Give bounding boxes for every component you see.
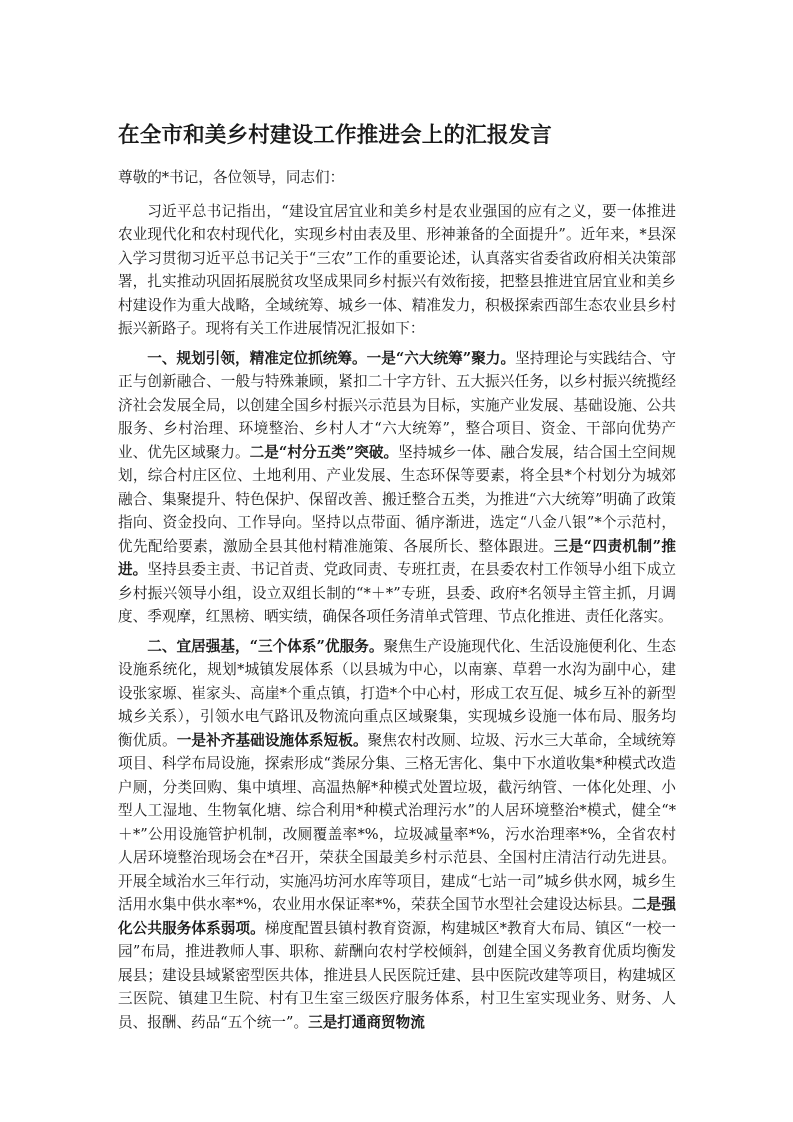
salutation: 尊敬的*书记，各位领导，同志们： [118, 169, 345, 186]
section-2-text-2: 梯度配置县镇村教育资源，构建城区*教育大布局、镇区“一校一园”布局，推进教师人事、职称、薪酬向农村学校倾斜，创建全国义务教育优质均衡发展县；建设县域紧密型医共体，推进县人民医院迁建、县中医院改建等项目，构建城区三医院、镇建卫生院、村有卫生室三级医疗服务体系，村卫生室实现业务、财务、人员、报酬、药品“五个统一”。 [118, 919, 676, 1031]
section-2-heading: 二、宜居强基，“三个体系”优服务。 [147, 637, 384, 655]
section-1-text-2: 坚持城乡一体、融合发展，结合国土空间规划，综合村庄区位、土地利用、产业发展、生态环保等要素，将全县*个村划分为城郊融合、集聚提升、特色保护、保留改善、搬迁整合五类，为推进“六大统筹”明确了政策指向、资金投向、工作导向。坚持以点带面、循序渐进，选定“八金八银”*个示范村，优先配给要素，激励全县其他村精准施策、各展所长、整体跟进。 [118, 443, 676, 555]
section-1-paragraph [118, 347, 676, 629]
section-2-subheading-2: 二是强化公共服务体系弱项。 [118, 896, 676, 937]
document-page [118, 118, 676, 1034]
section-2-subheading-1: 一是补齐基础设施体系短板。 [176, 731, 368, 749]
section-2-subheading-3: 三是打通商贸物流 [308, 1013, 425, 1031]
section-2-text-0: 聚焦生产设施现代化、生活设施便利化、生态设施系统化，规划*城镇发展体系（以县城为中心，以南寨、草碧一水沟为副中心，建设张家塬、崔家头、高崖*个重点镇，打造*个中心村，形成工农互促、城乡互补的新型城乡关系），引领水电气路讯及物流向重点区域聚集，实现城乡设施一体布局、服务均衡优质。 [118, 637, 676, 749]
section-2-text-1: 聚焦农村改厕、垃圾、污水三大革命，全域统筹项目、科学布局设施，探索形成“粪尿分集、三格无害化、集中下水道收集*种模式改造户厕，分类回购、集中填埋、高温热解*种模式处置垃圾，截污纳管、一体化处理、小型人工湿地、生物氧化塘、综合利用*种模式治理污水”的人居环境整治*模式，健全“*＋*”公用设施管护机制，改厕覆盖率*%，垃圾减量率*%，污水治理率*%，全省农村人居环境整治现场会在*召开，荣获全国最美乡村示范县、全国村庄清洁行动先进县。开展全域治水三年行动，实施冯坊河水库等项目，建成“七站一司”城乡供水网，城乡生活用水集中供水率*%，农业用水保证率*%，荣获全国节水型社会建设达标县。 [118, 731, 676, 913]
section-1-text-1: 坚持理论与实践结合、守正与创新融合、一般与特殊兼顾，紧扣二十字方针、五大振兴任务，以乡村振兴统揽经济社会发展全局，以创建全国乡村振兴示范县为目标，实施产业发展、基础设施、公共服务、乡村治理、环境整治、乡村人才“六大统筹”，整合项目、资金、干部向优势产业、优先区域聚力。 [118, 349, 676, 461]
section-1-subheading-1: 一是“六大统筹”聚力。 [366, 349, 516, 367]
section-1-text-3: 坚持县委主责、书记首责、党政同责、专班扛责，在县委农村工作领导小组下成立乡村振兴领导小组，设立双组长制的“*＋*”专班，县委、政府*名领导主管主抓，月调度、季观摩，红黑榜、晒实绩，确保各项任务清单式管理、节点化推进、责任化落实。 [118, 561, 676, 625]
section-2-paragraph [118, 635, 676, 1035]
intro-paragraph: 习近平总书记指出，“建设宜居宜业和美乡村是农业强国的应有之义，要一体推进农业现代化和农村现代化，实现乡村由表及里、形神兼备的全面提升”。近年来，*县深入学习贯彻习近平总书记关于“三农”工作的重要论述，认真落实省委省政府相关决策部署，扎实推动巩固拓展脱贫攻坚成果同乡村振兴有效衔接，把整县推进宜居宜业和美乡村建设作为重大战略，全域统筹、城乡一体、精准发力，积极探索西部生态农业县乡村振兴新路子。现将有关工作进展情况汇报如下： [118, 202, 676, 337]
section-1-subheading-3: 三是“四责机制”推进。 [118, 537, 676, 578]
section-1-heading: 一、规划引领，精准定位抓统筹。 [147, 349, 367, 367]
document-title: 在全市和美乡村建设工作推进会上的汇报发言 [118, 123, 553, 148]
section-1-subheading-2: 二是“村分五类”突破。 [249, 443, 399, 461]
